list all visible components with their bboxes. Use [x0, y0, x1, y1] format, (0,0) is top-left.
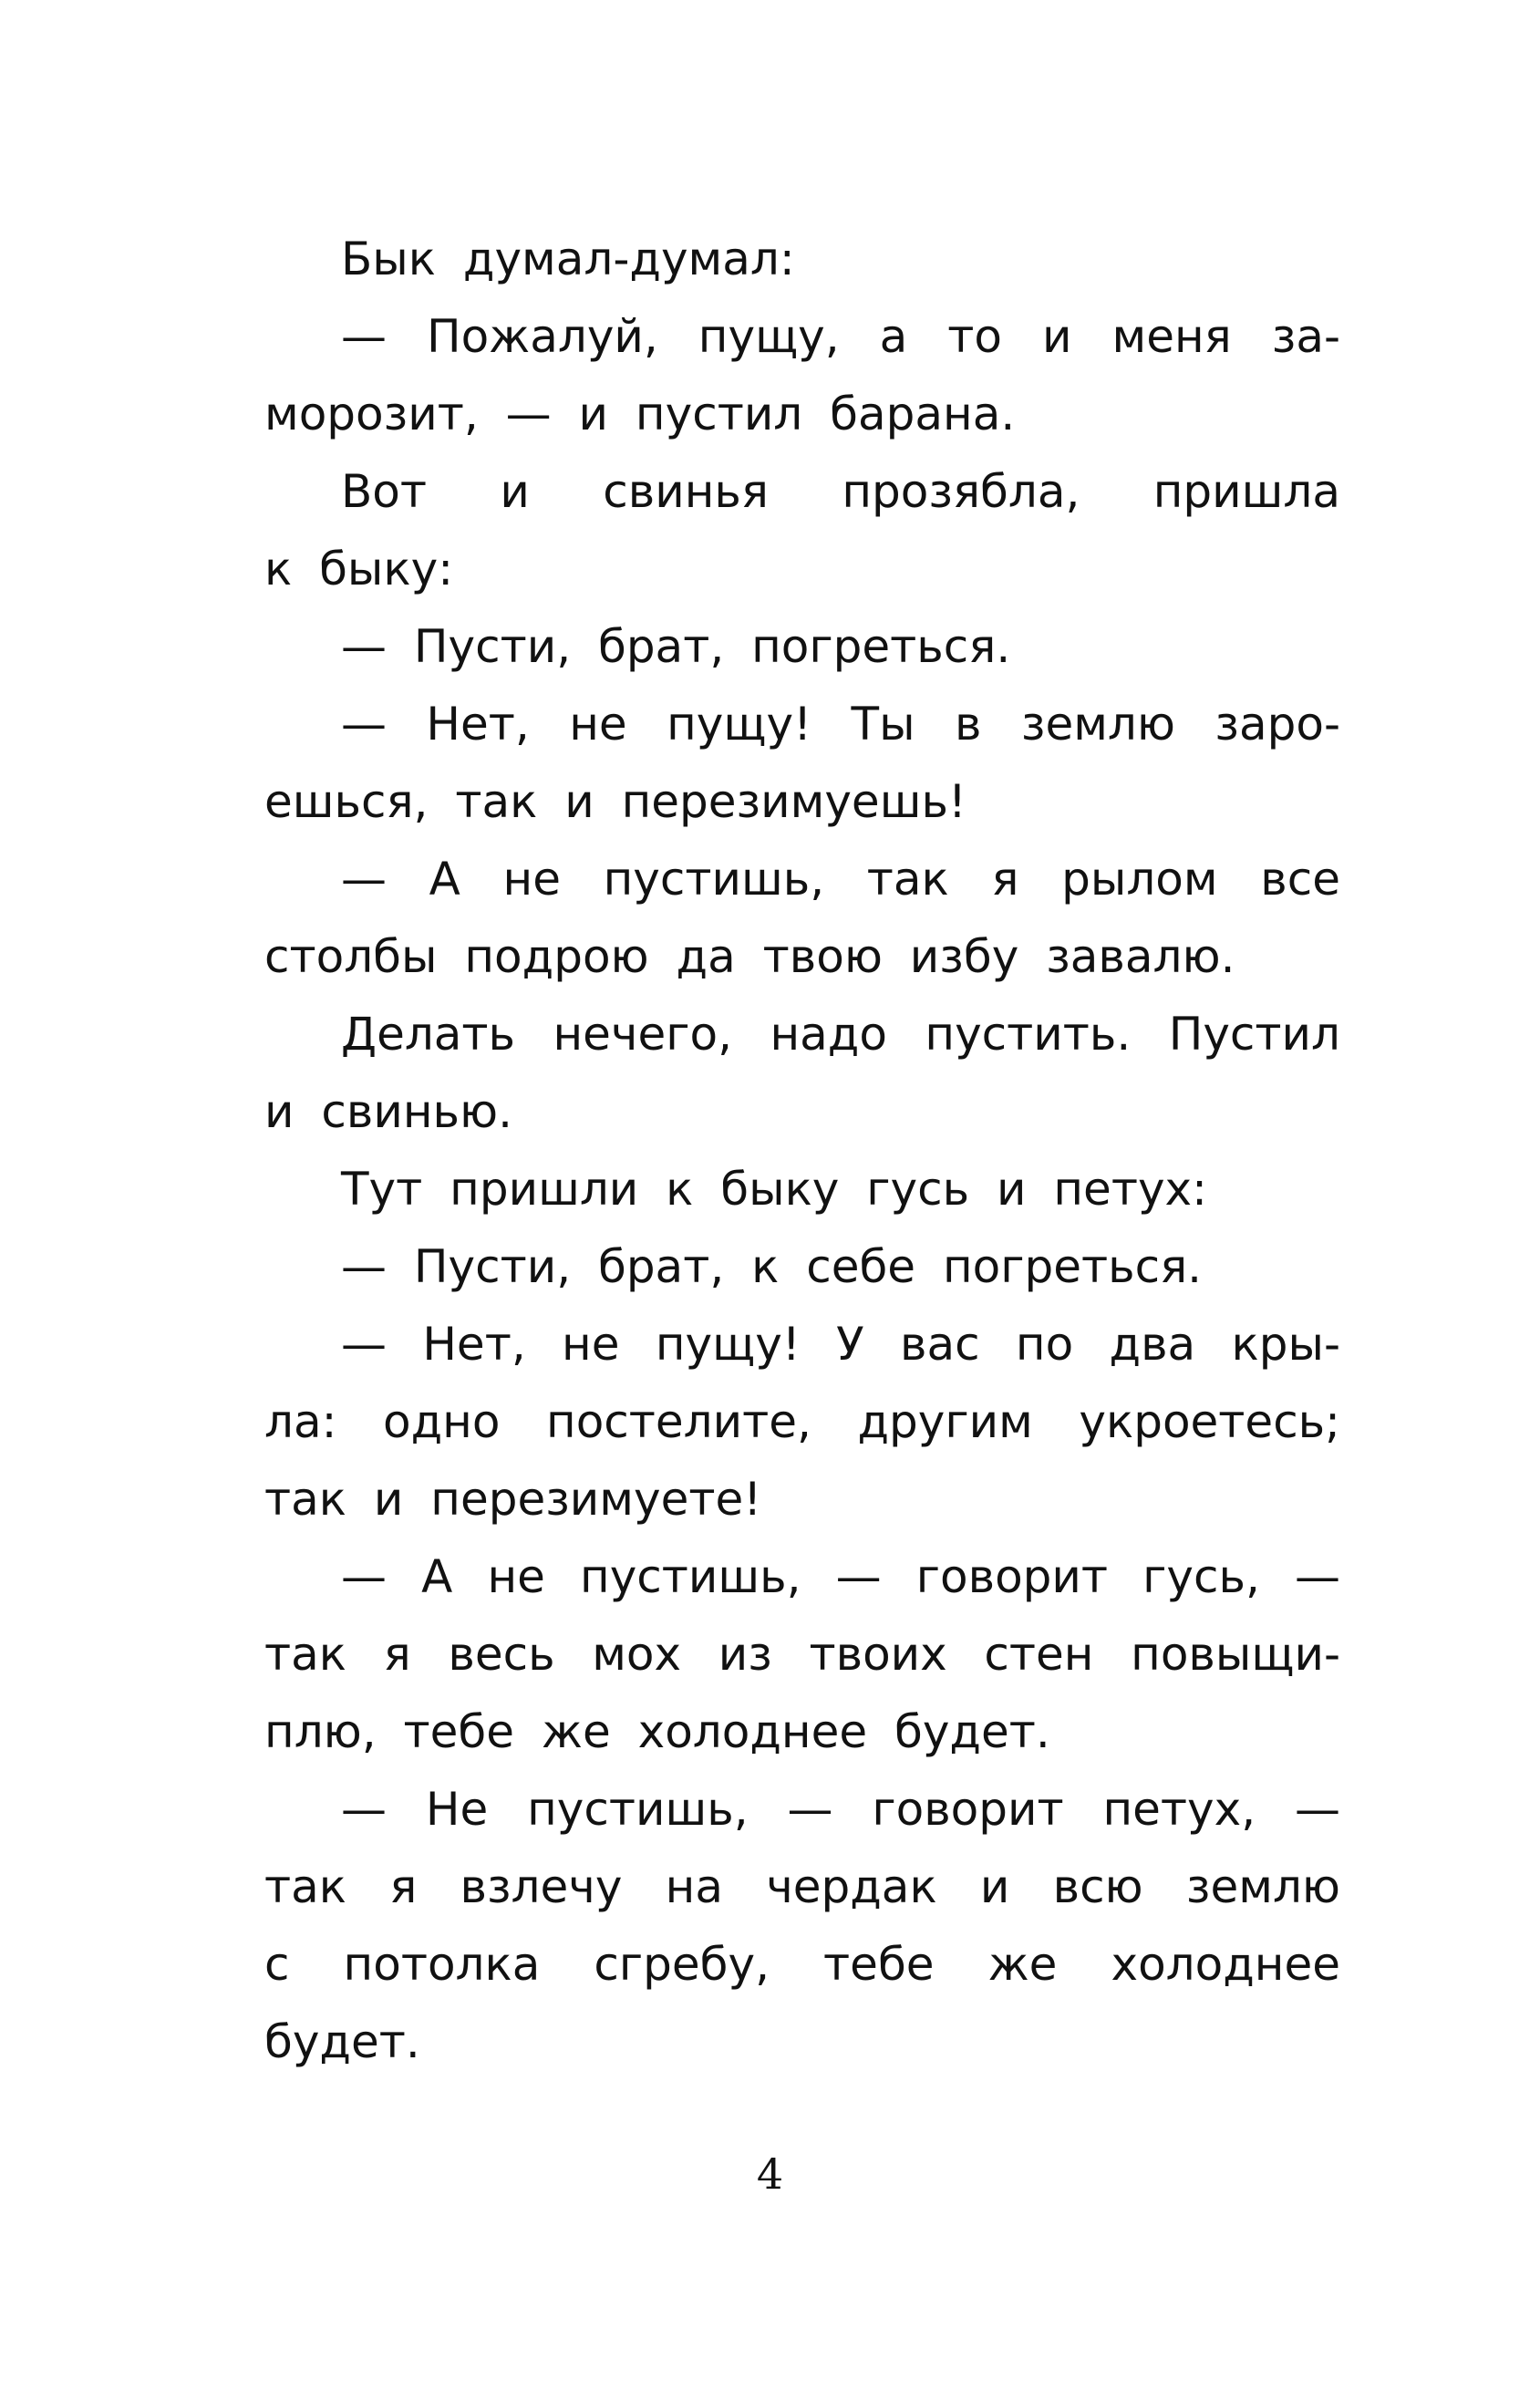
text-line: ешься, так и перезимуешь! [264, 775, 966, 828]
text-line: так и перезимуете! [264, 1473, 762, 1526]
text-line: морозит, — и пустил барана. [264, 388, 1016, 440]
text-line: так я взлечу на чердак и всю землю [264, 1860, 1340, 1913]
text-line: Делать нечего, надо пустить. Пустил [341, 1008, 1340, 1061]
text-line: Вот и свинья прозябла, пришла [341, 465, 1340, 518]
text-line: — Нет, не пущу! Ты в землю заро- [341, 698, 1340, 751]
text-line: — Пусти, брат, погреться. [341, 620, 1011, 673]
text-line: будет. [264, 2015, 420, 2068]
text-line: столбы подрою да твою избу завалю. [264, 930, 1235, 983]
text-line: — Пусти, брат, к себе погреться. [341, 1240, 1203, 1293]
text-line: Бык думал-думал: [341, 233, 795, 285]
text-line: — Пожалуй, пущу, а то и меня за- [341, 310, 1340, 363]
text-line: — А не пустишь, — говорит гусь, — [341, 1550, 1340, 1603]
text-line: Тут пришли к быку гусь и петух: [341, 1163, 1207, 1216]
page-number: 4 [756, 2149, 784, 2199]
text-line: так я весь мох из твоих стен повыщи- [264, 1628, 1340, 1681]
text-line: и свинью. [264, 1085, 512, 1138]
text-line: — Не пустишь, — говорит петух, — [341, 1783, 1340, 1836]
text-line: к быку: [264, 543, 454, 595]
story-text [264, 221, 1340, 2081]
text-line: с потолка сгребу, тебе же холоднее [264, 1938, 1340, 1991]
text-line: ла: одно постелите, другим укроетесь; [264, 1395, 1340, 1448]
text-line: — Нет, не пущу! У вас по два кры- [341, 1318, 1340, 1371]
text-line: — А не пустишь, так я рылом все [341, 853, 1340, 906]
text-line: плю, тебе же холоднее будет. [264, 1705, 1050, 1758]
